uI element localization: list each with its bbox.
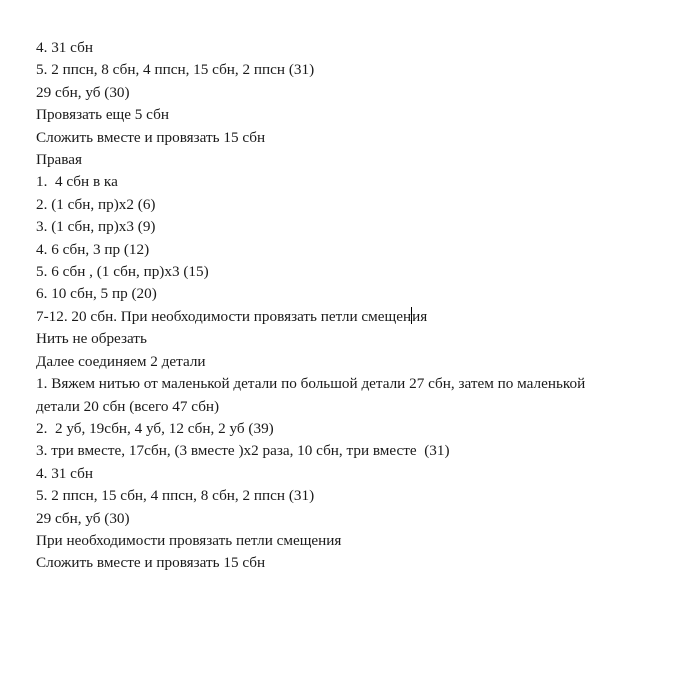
text-segment: 7-12. 20 сбн. При необходимости провязать петли смещен xyxy=(36,307,412,325)
text-line: 3. (1 сбн, пр)х3 (9) xyxy=(36,218,156,236)
text-line: Провязать еще 5 сбн xyxy=(36,106,169,124)
text-line: детали 20 сбн (всего 47 сбн) xyxy=(36,397,220,415)
text-line: Далее соединяем 2 детали xyxy=(36,352,206,370)
text-line: 4. 6 сбн, 3 пр (12) xyxy=(36,240,150,258)
text-line: 1. Вяжем нитью от маленькой детали по большой детали 27 сбн, затем по маленькой xyxy=(36,375,586,393)
text-line: 5. 2 ппсн, 15 сбн, 4 ппсн, 8 сбн, 2 ппсн (31) xyxy=(36,487,315,505)
text-line: 4. 31 сбн xyxy=(36,39,93,56)
text-line: При необходимости провязать петли смещения xyxy=(36,531,342,549)
text-line: 29 сбн, уб (30) xyxy=(36,83,130,101)
text-line: 2. 2 уб, 19сбн, 4 уб, 12 сбн, 2 уб (39) xyxy=(36,419,274,437)
text-line: Правая xyxy=(36,151,82,169)
text-line: 29 сбн, уб (30) xyxy=(36,509,130,527)
text-line: 1. 4 сбн в ка xyxy=(36,173,118,191)
text-line: Сложить вместе и провязать 15 сбн xyxy=(36,554,266,572)
text-line: 3. три вместе, 17сбн, (3 вместе )х2 раза, 10 сбн, три вместе (31) xyxy=(36,442,450,460)
text-line: 4. 31 сбн xyxy=(36,464,93,482)
text-line: 5. 6 сбн , (1 сбн, пр)х3 (15) xyxy=(36,263,209,281)
text-line: Сложить вместе и провязать 15 сбн xyxy=(36,128,266,146)
text-segment: ия xyxy=(412,307,428,325)
text-line: 6. 10 сбн, 5 пр (20) xyxy=(36,285,157,303)
text-line: 2. (1 сбн, пр)х2 (6) xyxy=(36,195,156,213)
text-line: 5. 2 ппсн, 8 сбн, 4 ппсн, 15 сбн, 2 ппсн (31) xyxy=(36,61,315,79)
text-line: Нить не обрезать xyxy=(36,330,147,348)
document-text[interactable] xyxy=(36,37,676,575)
text-line-with-cursor xyxy=(36,306,676,328)
